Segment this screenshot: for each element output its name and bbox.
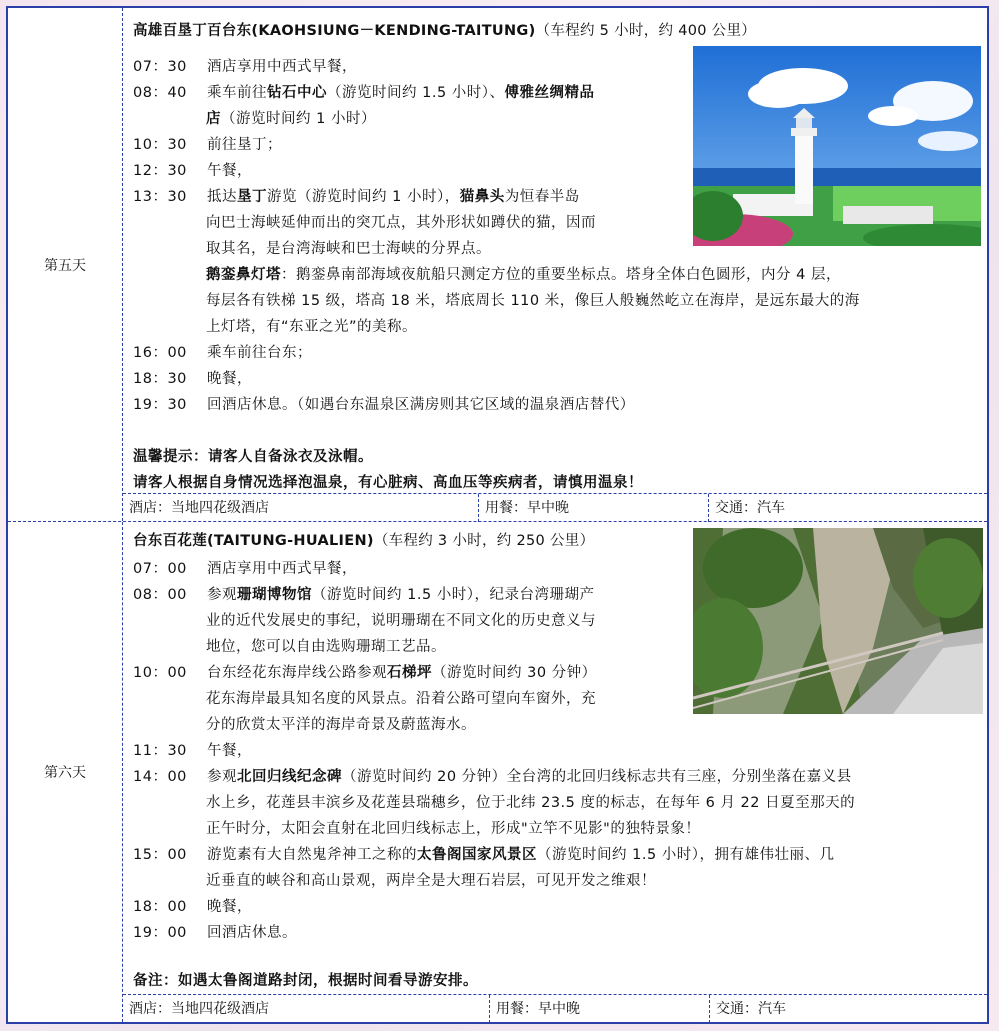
line-text: 晚餐， xyxy=(207,899,252,915)
line-text: 取其名，是台湾海峡和巴士海峡的分界点。 xyxy=(206,241,491,257)
line-text: 近垂直的峡谷和高山景观，两岸全是大理石岩层，可见开发之维艰！ xyxy=(206,873,656,889)
line-text: 正午时分，太阳会直射在北回归线标志上，形成"立竿不见影"的独特景象！ xyxy=(206,821,701,837)
time-label: 11：30 xyxy=(133,743,187,759)
day6-meals: 用餐：早中晚 xyxy=(489,995,709,1023)
itinerary-line xyxy=(133,54,357,80)
line-text: 乘车前往 xyxy=(207,85,267,101)
itinerary-line xyxy=(206,106,376,132)
line-text: 水上乡，花莲县丰滨乡及花莲县瑞穗乡，位于北纬 23.5 度的标志，在每年 6 月 22 日夏至那天的 xyxy=(206,795,856,811)
day5-transport: 交通：汽车 xyxy=(708,494,987,522)
day5-label: 第五天 xyxy=(8,8,123,521)
highlight-text: 珊瑚博物馆 xyxy=(237,587,312,603)
highlight-text: 鹅銮鼻灯塔 xyxy=(206,267,281,283)
line-text: （游览时间约 1.5 小时）、 xyxy=(327,85,505,101)
itinerary-line xyxy=(133,366,252,392)
line-text: 上灯塔，有“东亚之光”的美称。 xyxy=(206,319,418,335)
itinerary-frame xyxy=(6,6,989,1024)
itinerary-line xyxy=(133,738,252,764)
gorge-photo xyxy=(693,528,983,714)
time-label: 07：00 xyxy=(133,561,187,577)
time-label: 16：00 xyxy=(133,345,187,361)
line-text: 花东海岸最具知名度的风景点。沿着公路可望向车窗外，充 xyxy=(206,691,596,707)
line-text: 前往垦丁； xyxy=(207,137,282,153)
itinerary-line xyxy=(133,556,357,582)
itinerary-line xyxy=(206,210,596,236)
time-label: 19：00 xyxy=(133,925,187,941)
day6-label: 第六天 xyxy=(8,522,123,1022)
time-label: 14：00 xyxy=(133,769,187,785)
line-text: （游览时间约 30 分钟） xyxy=(432,665,597,681)
line-text: 酒店享用中西式早餐， xyxy=(207,59,357,75)
time-label: 13：30 xyxy=(133,189,187,205)
lighthouse-photo xyxy=(693,46,981,246)
time-label: 19：30 xyxy=(133,397,187,413)
line-text: 回酒店休息。 xyxy=(207,925,297,941)
line-text: 回酒店休息。（如遇台东温泉区满房则其它区域的温泉酒店替代） xyxy=(207,397,635,413)
line-text: 参观 xyxy=(207,769,237,785)
line-text: 每层各有铁梯 15 级，塔高 18 米，塔底周长 110 米，像巨人般巍然屹立在海岸，是远东最大的海 xyxy=(206,293,860,309)
highlight-text: 北回归线纪念碑 xyxy=(237,769,342,785)
day5-title xyxy=(133,18,756,44)
day6-note: 备注：如遇太鲁阁道路封闭，根据时间看导游安排。 xyxy=(133,973,478,989)
time-label: 18：00 xyxy=(133,899,187,915)
itinerary-line xyxy=(206,608,596,634)
itinerary-line xyxy=(206,634,446,660)
itinerary-line xyxy=(133,392,635,418)
time-label: 12：30 xyxy=(133,163,187,179)
highlight-text: 垦丁 xyxy=(237,189,267,205)
line-text: （游览时间约 1.5 小时），纪录台湾珊瑚产 xyxy=(312,587,595,603)
itinerary-line xyxy=(133,764,852,790)
itinerary-line xyxy=(133,158,252,184)
itinerary-line xyxy=(206,236,491,262)
itinerary-line xyxy=(133,132,282,158)
day6-section xyxy=(8,522,987,1022)
time-label: 10：30 xyxy=(133,137,187,153)
day5-hotel: 酒店：当地四花级酒店 xyxy=(129,500,269,516)
line-text: ：鹅銮鼻南部海域夜航船只测定方位的重要坐标点。塔身全体白色圆形，内分 4 层， xyxy=(281,267,841,283)
day5-tip2: 请客人根据自身情况选择泡温泉，有心脏病、高血压等疾病者，请慎用温泉！ xyxy=(133,475,643,491)
highlight-text: 店 xyxy=(206,111,221,127)
time-label: 08：00 xyxy=(133,587,187,603)
time-label: 18：30 xyxy=(133,371,187,387)
day6-title-text: 台东百花莲(TAITUNG-HUALIEN) xyxy=(133,533,374,549)
line-text: （游览时间约 20 分钟）全台湾的北回归线标志共有三座，分别坐落在嘉义县 xyxy=(342,769,852,785)
itinerary-line xyxy=(133,184,580,210)
line-text: 抵达 xyxy=(207,189,237,205)
day6-title-note: （车程约 3 小时，约 250 公里） xyxy=(373,533,595,549)
highlight-text: 太鲁阁国家风景区 xyxy=(417,847,537,863)
line-text: （游览时间约 1.5 小时），拥有雄伟壮丽、几 xyxy=(537,847,835,863)
day6-hotel: 酒店：当地四花级酒店 xyxy=(129,1001,269,1017)
itinerary-line xyxy=(133,582,595,608)
day5-title-note: （车程约 5 小时，约 400 公里） xyxy=(535,23,757,39)
itinerary-line xyxy=(133,340,312,366)
itinerary-line xyxy=(133,894,252,920)
line-text: 台东经花东海岸线公路参观 xyxy=(207,665,387,681)
itinerary-line xyxy=(133,920,297,946)
itinerary-line xyxy=(206,712,476,738)
day6-title xyxy=(133,528,594,554)
line-text: 为恒春半岛 xyxy=(504,189,580,205)
itinerary-line xyxy=(206,816,700,842)
itinerary-line xyxy=(133,842,835,868)
day5-meals: 用餐：早中晚 xyxy=(478,494,708,522)
line-text: 游览素有大自然鬼斧神工之称的 xyxy=(207,847,417,863)
line-text: （游览时间约 1 小时） xyxy=(221,111,376,127)
itinerary-line xyxy=(206,288,860,314)
itinerary-line xyxy=(133,80,595,106)
time-label: 07：30 xyxy=(133,59,187,75)
day5-title-text: 高雄百垦丁百台东(KAOHSIUNG－KENDING-TAITUNG) xyxy=(133,23,536,39)
itinerary-line xyxy=(133,660,597,686)
line-text: 参观 xyxy=(207,587,237,603)
time-label: 10：00 xyxy=(133,665,187,681)
day5-footer xyxy=(123,493,987,522)
highlight-text: 钻石中心 xyxy=(267,85,327,101)
itinerary-line xyxy=(206,314,417,340)
itinerary-line xyxy=(206,686,596,712)
line-text: 乘车前往台东； xyxy=(207,345,312,361)
day6-footer xyxy=(123,994,987,1023)
line-text: 游览（游览时间约 1 小时）， xyxy=(267,189,460,205)
line-text: 地位，您可以自由选购珊瑚工艺品。 xyxy=(206,639,446,655)
line-text: 向巴士海峡延伸而出的突兀点，其外形状如蹲伏的猫，因而 xyxy=(206,215,596,231)
line-text: 午餐， xyxy=(207,743,252,759)
line-text: 业的近代发展史的事纪，说明珊瑚在不同文化的历史意义与 xyxy=(206,613,596,629)
day5-tip1: 温馨提示：请客人自备泳衣及泳帽。 xyxy=(133,449,373,465)
itinerary-line xyxy=(206,262,841,288)
time-label: 08：40 xyxy=(133,85,187,101)
highlight-text: 猫鼻头 xyxy=(459,189,505,205)
line-text: 午餐， xyxy=(207,163,252,179)
line-text: 分的欣赏太平洋的海岸奇景及蔚蓝海水。 xyxy=(206,717,476,733)
highlight-text: 石梯坪 xyxy=(387,665,432,681)
day5-section xyxy=(8,8,987,521)
line-text: 晚餐， xyxy=(207,371,252,387)
itinerary-line xyxy=(206,868,656,894)
itinerary-line xyxy=(206,790,855,816)
day6-transport: 交通：汽车 xyxy=(709,995,987,1023)
line-text: 酒店享用中西式早餐， xyxy=(207,561,357,577)
highlight-text: 傅雅丝绸精品 xyxy=(504,85,595,101)
time-label: 15：00 xyxy=(133,847,187,863)
